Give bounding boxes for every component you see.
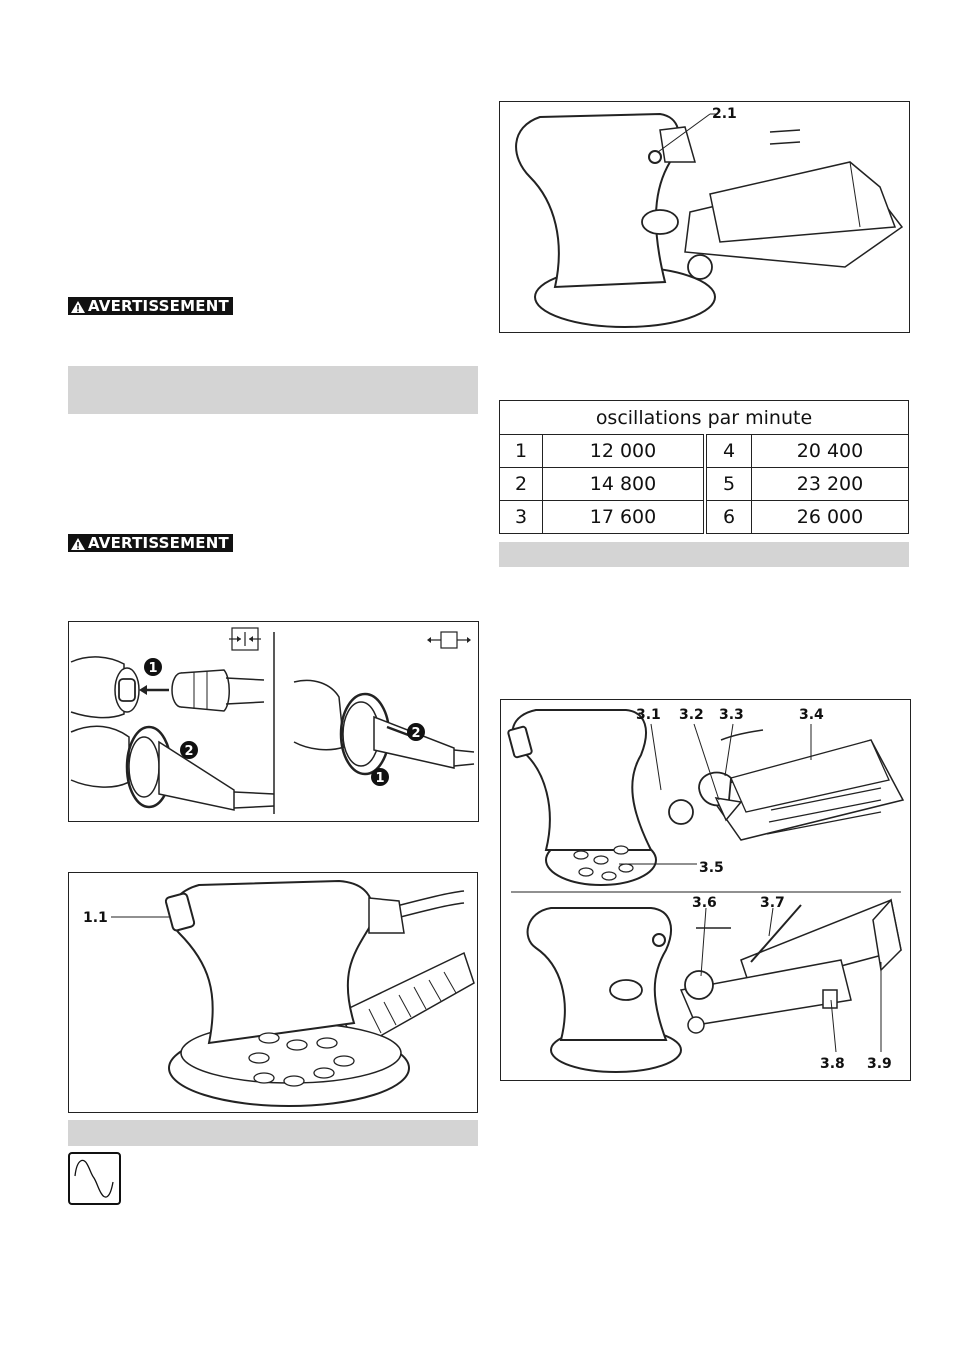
table-row <box>500 468 909 501</box>
figure-sander-hose <box>68 872 478 1113</box>
warning-text: AVERTISSEMENT <box>88 534 229 552</box>
callout-step-1a <box>144 658 162 676</box>
callout-3-3: 3.3 <box>719 707 744 723</box>
table-cell: 3 <box>500 501 543 534</box>
speed-table <box>499 400 909 534</box>
callout-3-6: 3.6 <box>692 895 717 911</box>
callout-3-2: 3.2 <box>679 707 704 723</box>
figure-hose-connection <box>68 621 479 822</box>
svg-text:2: 2 <box>411 726 421 741</box>
svg-text:1: 1 <box>148 661 158 676</box>
section-bar-2 <box>499 542 909 567</box>
warning-label-2 <box>68 534 233 552</box>
table-cell: 17 600 <box>543 501 706 534</box>
callout-step-2b <box>407 723 425 741</box>
table-cell: 14 800 <box>543 468 706 501</box>
table-row <box>500 501 909 534</box>
callout-step-2a <box>180 741 198 759</box>
callout-3-7: 3.7 <box>760 895 785 911</box>
callout-3-1: 3.1 <box>636 707 661 723</box>
callout-step-1b <box>371 768 389 786</box>
warning-triangle-icon <box>70 300 86 314</box>
section-bar-1 <box>68 366 478 414</box>
svg-text:1: 1 <box>375 771 385 786</box>
callout-2-1: 2.1 <box>712 106 737 122</box>
connect-icon <box>229 628 261 650</box>
figure-sander-dustbox <box>499 101 910 333</box>
section-bar-3 <box>68 1120 478 1146</box>
table-cell: 12 000 <box>543 435 706 468</box>
disconnect-icon <box>427 632 471 648</box>
callout-3-4: 3.4 <box>799 707 824 723</box>
table-cell: 26 000 <box>752 501 909 534</box>
table-cell: 20 400 <box>752 435 909 468</box>
callout-3-9: 3.9 <box>867 1056 892 1072</box>
callout-3-5: 3.5 <box>699 860 724 876</box>
warning-triangle-icon <box>70 537 86 551</box>
figure-dustbox-parts <box>500 699 911 1081</box>
table-cell: 1 <box>500 435 543 468</box>
table-row <box>500 435 909 468</box>
warning-text: AVERTISSEMENT <box>88 297 229 315</box>
svg-text:2: 2 <box>184 744 194 759</box>
sine-wave-icon <box>68 1152 121 1205</box>
table-cell: 4 <box>705 435 752 468</box>
callout-1-1: 1.1 <box>83 910 108 926</box>
callout-3-8: 3.8 <box>820 1056 845 1072</box>
warning-label-1 <box>68 297 233 315</box>
table-cell: 2 <box>500 468 543 501</box>
table-cell: 5 <box>705 468 752 501</box>
table-cell: 6 <box>705 501 752 534</box>
speed-table-header: oscillations par minute <box>500 401 909 435</box>
table-cell: 23 200 <box>752 468 909 501</box>
